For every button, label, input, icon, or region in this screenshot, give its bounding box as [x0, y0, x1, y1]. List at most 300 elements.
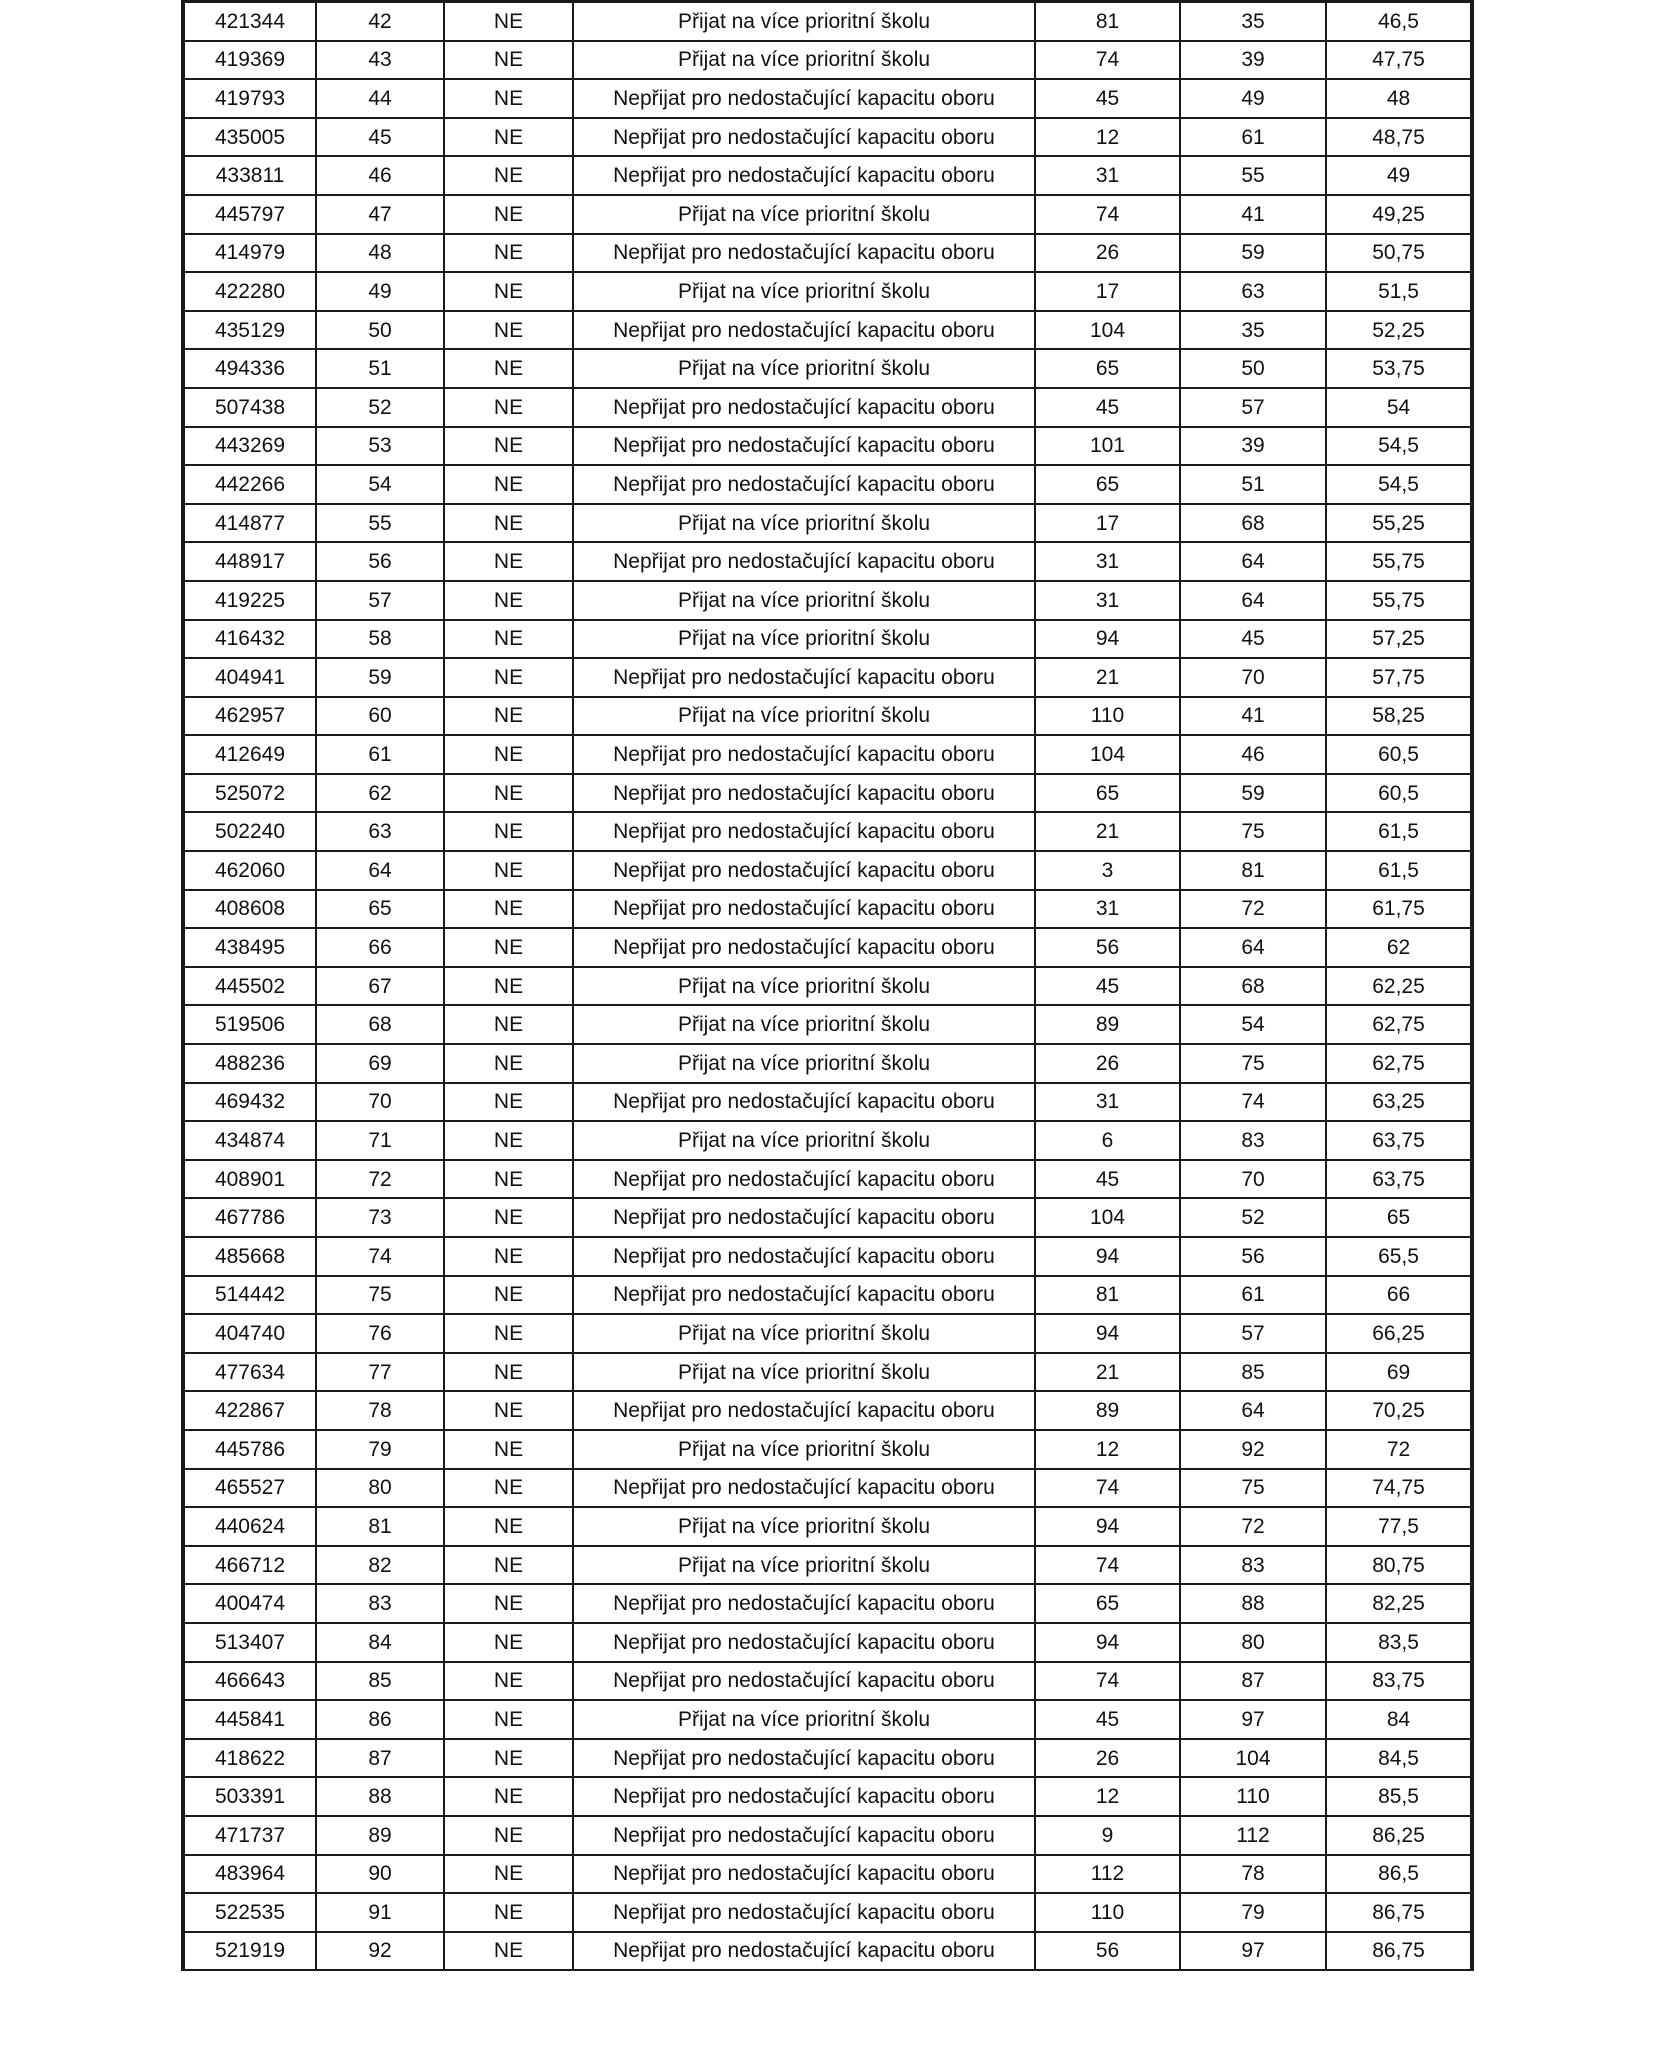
admitted-cell: NE — [444, 1623, 573, 1662]
school-points-cell: 26 — [1035, 1044, 1180, 1083]
applicant-code-cell: 404740 — [183, 1314, 316, 1353]
total-score-cell: 54 — [1326, 388, 1472, 427]
applicant-code-cell: 503391 — [183, 1777, 316, 1816]
results-table — [181, 0, 1474, 1971]
exam-points-cell: 97 — [1180, 1932, 1326, 1971]
admitted-cell: NE — [444, 658, 573, 697]
applicant-code-cell: 445786 — [183, 1430, 316, 1469]
school-points-cell: 94 — [1035, 620, 1180, 659]
school-points-cell: 26 — [1035, 1739, 1180, 1778]
admitted-cell: NE — [444, 851, 573, 890]
total-score-cell: 48 — [1326, 79, 1472, 118]
table-row — [183, 1507, 1472, 1546]
school-points-cell: 56 — [1035, 928, 1180, 967]
exam-points-cell: 39 — [1180, 41, 1326, 80]
total-score-cell: 60,5 — [1326, 735, 1472, 774]
applicant-code-cell: 522535 — [183, 1893, 316, 1932]
result-reason-cell: Přijat na více prioritní školu — [573, 195, 1035, 234]
order-cell: 89 — [316, 1816, 444, 1855]
order-cell: 55 — [316, 504, 444, 543]
exam-points-cell: 75 — [1180, 812, 1326, 851]
result-reason-cell: Přijat na více prioritní školu — [573, 1314, 1035, 1353]
school-points-cell: 65 — [1035, 774, 1180, 813]
total-score-cell: 62,75 — [1326, 1044, 1472, 1083]
school-points-cell: 12 — [1035, 118, 1180, 157]
admitted-cell: NE — [444, 1121, 573, 1160]
applicant-code-cell: 400474 — [183, 1584, 316, 1623]
table-row — [183, 658, 1472, 697]
result-reason-cell: Nepřijat pro nedostačující kapacitu oboru — [573, 890, 1035, 929]
result-reason-cell: Přijat na více prioritní školu — [573, 967, 1035, 1006]
exam-points-cell: 39 — [1180, 427, 1326, 466]
admitted-cell: NE — [444, 1430, 573, 1469]
table-row — [183, 1855, 1472, 1894]
table-row — [183, 812, 1472, 851]
result-reason-cell: Přijat na více prioritní školu — [573, 349, 1035, 388]
exam-points-cell: 64 — [1180, 581, 1326, 620]
school-points-cell: 45 — [1035, 1160, 1180, 1199]
applicant-code-cell: 404941 — [183, 658, 316, 697]
admitted-cell: NE — [444, 581, 573, 620]
admitted-cell: NE — [444, 156, 573, 195]
admitted-cell: NE — [444, 311, 573, 350]
table-row — [183, 928, 1472, 967]
table-row — [183, 774, 1472, 813]
table-row — [183, 1314, 1472, 1353]
table-row — [183, 620, 1472, 659]
exam-points-cell: 49 — [1180, 79, 1326, 118]
exam-points-cell: 83 — [1180, 1121, 1326, 1160]
order-cell: 68 — [316, 1005, 444, 1044]
applicant-code-cell: 435005 — [183, 118, 316, 157]
exam-points-cell: 88 — [1180, 1584, 1326, 1623]
admitted-cell: NE — [444, 697, 573, 736]
applicant-code-cell: 440624 — [183, 1507, 316, 1546]
table-row — [183, 504, 1472, 543]
exam-points-cell: 72 — [1180, 890, 1326, 929]
order-cell: 79 — [316, 1430, 444, 1469]
admitted-cell: NE — [444, 620, 573, 659]
total-score-cell: 61,5 — [1326, 812, 1472, 851]
exam-points-cell: 70 — [1180, 658, 1326, 697]
applicant-code-cell: 519506 — [183, 1005, 316, 1044]
table-row — [183, 1546, 1472, 1585]
order-cell: 92 — [316, 1932, 444, 1971]
admitted-cell: NE — [444, 2, 573, 41]
table-row — [183, 1700, 1472, 1739]
exam-points-cell: 83 — [1180, 1546, 1326, 1585]
result-reason-cell: Nepřijat pro nedostačující kapacitu oboru — [573, 1391, 1035, 1430]
school-points-cell: 45 — [1035, 967, 1180, 1006]
applicant-code-cell: 419793 — [183, 79, 316, 118]
result-reason-cell: Nepřijat pro nedostačující kapacitu oboru — [573, 79, 1035, 118]
order-cell: 61 — [316, 735, 444, 774]
admitted-cell: NE — [444, 542, 573, 581]
exam-points-cell: 50 — [1180, 349, 1326, 388]
admitted-cell: NE — [444, 1314, 573, 1353]
exam-points-cell: 56 — [1180, 1237, 1326, 1276]
exam-points-cell: 35 — [1180, 2, 1326, 41]
applicant-code-cell: 445841 — [183, 1700, 316, 1739]
result-reason-cell: Nepřijat pro nedostačující kapacitu oboru — [573, 542, 1035, 581]
total-score-cell: 62 — [1326, 928, 1472, 967]
table-row — [183, 967, 1472, 1006]
school-points-cell: 26 — [1035, 234, 1180, 273]
result-reason-cell: Nepřijat pro nedostačující kapacitu oboru — [573, 1237, 1035, 1276]
order-cell: 57 — [316, 581, 444, 620]
school-points-cell: 104 — [1035, 1198, 1180, 1237]
table-row — [183, 1198, 1472, 1237]
exam-points-cell: 68 — [1180, 504, 1326, 543]
table-row — [183, 1044, 1472, 1083]
applicant-code-cell: 418622 — [183, 1739, 316, 1778]
admitted-cell: NE — [444, 1932, 573, 1971]
result-reason-cell: Nepřijat pro nedostačující kapacitu oboru — [573, 1198, 1035, 1237]
table-row — [183, 272, 1472, 311]
admitted-cell: NE — [444, 41, 573, 80]
applicant-code-cell: 422280 — [183, 272, 316, 311]
admitted-cell: NE — [444, 504, 573, 543]
table-row — [183, 1430, 1472, 1469]
result-reason-cell: Nepřijat pro nedostačující kapacitu oboru — [573, 1855, 1035, 1894]
admitted-cell: NE — [444, 388, 573, 427]
table-row — [183, 156, 1472, 195]
school-points-cell: 65 — [1035, 1584, 1180, 1623]
school-points-cell: 17 — [1035, 504, 1180, 543]
order-cell: 54 — [316, 465, 444, 504]
applicant-code-cell: 465527 — [183, 1469, 316, 1508]
admitted-cell: NE — [444, 1700, 573, 1739]
result-reason-cell: Nepřijat pro nedostačující kapacitu oboru — [573, 465, 1035, 504]
table-row — [183, 1816, 1472, 1855]
exam-points-cell: 35 — [1180, 311, 1326, 350]
table-row — [183, 1893, 1472, 1932]
exam-points-cell: 61 — [1180, 1276, 1326, 1315]
result-reason-cell: Přijat na více prioritní školu — [573, 1005, 1035, 1044]
admitted-cell: NE — [444, 1662, 573, 1701]
total-score-cell: 86,75 — [1326, 1893, 1472, 1932]
applicant-code-cell: 466643 — [183, 1662, 316, 1701]
school-points-cell: 94 — [1035, 1623, 1180, 1662]
order-cell: 75 — [316, 1276, 444, 1315]
result-reason-cell: Nepřijat pro nedostačující kapacitu oboru — [573, 1662, 1035, 1701]
admitted-cell: NE — [444, 735, 573, 774]
admitted-cell: NE — [444, 1083, 573, 1122]
total-score-cell: 62,75 — [1326, 1005, 1472, 1044]
total-score-cell: 86,75 — [1326, 1932, 1472, 1971]
applicant-code-cell: 477634 — [183, 1353, 316, 1392]
result-reason-cell: Nepřijat pro nedostačující kapacitu oboru — [573, 1584, 1035, 1623]
applicant-code-cell: 485668 — [183, 1237, 316, 1276]
table-row — [183, 2, 1472, 41]
school-points-cell: 74 — [1035, 41, 1180, 80]
result-reason-cell: Přijat na více prioritní školu — [573, 1507, 1035, 1546]
table-row — [183, 41, 1472, 80]
school-points-cell: 110 — [1035, 697, 1180, 736]
exam-points-cell: 64 — [1180, 542, 1326, 581]
applicant-code-cell: 438495 — [183, 928, 316, 967]
result-reason-cell: Nepřijat pro nedostačující kapacitu oboru — [573, 1160, 1035, 1199]
applicant-code-cell: 513407 — [183, 1623, 316, 1662]
school-points-cell: 45 — [1035, 388, 1180, 427]
result-reason-cell: Nepřijat pro nedostačující kapacitu oboru — [573, 1739, 1035, 1778]
order-cell: 77 — [316, 1353, 444, 1392]
exam-points-cell: 64 — [1180, 1391, 1326, 1430]
table-row — [183, 1160, 1472, 1199]
total-score-cell: 53,75 — [1326, 349, 1472, 388]
result-reason-cell: Přijat na více prioritní školu — [573, 1044, 1035, 1083]
exam-points-cell: 68 — [1180, 967, 1326, 1006]
order-cell: 50 — [316, 311, 444, 350]
order-cell: 60 — [316, 697, 444, 736]
total-score-cell: 57,25 — [1326, 620, 1472, 659]
school-points-cell: 45 — [1035, 79, 1180, 118]
result-reason-cell: Nepřijat pro nedostačující kapacitu oboru — [573, 1083, 1035, 1122]
total-score-cell: 83,5 — [1326, 1623, 1472, 1662]
result-reason-cell: Nepřijat pro nedostačující kapacitu oboru — [573, 1276, 1035, 1315]
result-reason-cell: Přijat na více prioritní školu — [573, 1430, 1035, 1469]
total-score-cell: 84,5 — [1326, 1739, 1472, 1778]
school-points-cell: 104 — [1035, 311, 1180, 350]
result-reason-cell: Nepřijat pro nedostačující kapacitu oboru — [573, 735, 1035, 774]
table-row — [183, 1237, 1472, 1276]
admitted-cell: NE — [444, 234, 573, 273]
applicant-code-cell: 469432 — [183, 1083, 316, 1122]
applicant-code-cell: 445797 — [183, 195, 316, 234]
applicant-code-cell: 494336 — [183, 349, 316, 388]
admitted-cell: NE — [444, 1276, 573, 1315]
applicant-code-cell: 419369 — [183, 41, 316, 80]
applicant-code-cell: 414877 — [183, 504, 316, 543]
total-score-cell: 86,5 — [1326, 1855, 1472, 1894]
result-reason-cell: Nepřijat pro nedostačující kapacitu oboru — [573, 156, 1035, 195]
order-cell: 76 — [316, 1314, 444, 1353]
total-score-cell: 86,25 — [1326, 1816, 1472, 1855]
applicant-code-cell: 514442 — [183, 1276, 316, 1315]
exam-points-cell: 74 — [1180, 1083, 1326, 1122]
order-cell: 67 — [316, 967, 444, 1006]
table-row — [183, 1739, 1472, 1778]
total-score-cell: 70,25 — [1326, 1391, 1472, 1430]
total-score-cell: 57,75 — [1326, 658, 1472, 697]
table-row — [183, 388, 1472, 427]
admitted-cell: NE — [444, 1005, 573, 1044]
school-points-cell: 94 — [1035, 1314, 1180, 1353]
order-cell: 53 — [316, 427, 444, 466]
total-score-cell: 63,75 — [1326, 1160, 1472, 1199]
result-reason-cell: Nepřijat pro nedostačující kapacitu oboru — [573, 311, 1035, 350]
school-points-cell: 94 — [1035, 1507, 1180, 1546]
admitted-cell: NE — [444, 79, 573, 118]
applicant-code-cell: 483964 — [183, 1855, 316, 1894]
order-cell: 78 — [316, 1391, 444, 1430]
table-row — [183, 1083, 1472, 1122]
table-row — [183, 349, 1472, 388]
total-score-cell: 60,5 — [1326, 774, 1472, 813]
school-points-cell: 89 — [1035, 1391, 1180, 1430]
exam-points-cell: 97 — [1180, 1700, 1326, 1739]
result-reason-cell: Nepřijat pro nedostačující kapacitu oboru — [573, 118, 1035, 157]
admitted-cell: NE — [444, 812, 573, 851]
applicant-code-cell: 462060 — [183, 851, 316, 890]
applicant-code-cell: 412649 — [183, 735, 316, 774]
school-points-cell: 31 — [1035, 542, 1180, 581]
order-cell: 63 — [316, 812, 444, 851]
order-cell: 71 — [316, 1121, 444, 1160]
result-reason-cell: Přijat na více prioritní školu — [573, 581, 1035, 620]
result-reason-cell: Přijat na více prioritní školu — [573, 697, 1035, 736]
admitted-cell: NE — [444, 1739, 573, 1778]
admitted-cell: NE — [444, 928, 573, 967]
exam-points-cell: 57 — [1180, 1314, 1326, 1353]
applicant-code-cell: 488236 — [183, 1044, 316, 1083]
order-cell: 58 — [316, 620, 444, 659]
result-reason-cell: Nepřijat pro nedostačující kapacitu oboru — [573, 928, 1035, 967]
admitted-cell: NE — [444, 1160, 573, 1199]
school-points-cell: 101 — [1035, 427, 1180, 466]
applicant-code-cell: 521919 — [183, 1932, 316, 1971]
admitted-cell: NE — [444, 1777, 573, 1816]
order-cell: 62 — [316, 774, 444, 813]
total-score-cell: 63,75 — [1326, 1121, 1472, 1160]
order-cell: 49 — [316, 272, 444, 311]
table-row — [183, 581, 1472, 620]
admitted-cell: NE — [444, 465, 573, 504]
result-reason-cell: Nepřijat pro nedostačující kapacitu oboru — [573, 1932, 1035, 1971]
admitted-cell: NE — [444, 890, 573, 929]
result-reason-cell: Nepřijat pro nedostačující kapacitu oboru — [573, 1893, 1035, 1932]
order-cell: 45 — [316, 118, 444, 157]
exam-points-cell: 75 — [1180, 1044, 1326, 1083]
total-score-cell: 61,5 — [1326, 851, 1472, 890]
exam-points-cell: 75 — [1180, 1469, 1326, 1508]
table-row — [183, 1777, 1472, 1816]
result-reason-cell: Nepřijat pro nedostačující kapacitu oboru — [573, 1777, 1035, 1816]
total-score-cell: 54,5 — [1326, 427, 1472, 466]
table-row — [183, 1391, 1472, 1430]
exam-points-cell: 70 — [1180, 1160, 1326, 1199]
order-cell: 86 — [316, 1700, 444, 1739]
order-cell: 82 — [316, 1546, 444, 1585]
result-reason-cell: Přijat na více prioritní školu — [573, 1353, 1035, 1392]
school-points-cell: 74 — [1035, 1469, 1180, 1508]
admitted-cell: NE — [444, 1816, 573, 1855]
exam-points-cell: 104 — [1180, 1739, 1326, 1778]
applicant-code-cell: 419225 — [183, 581, 316, 620]
total-score-cell: 49 — [1326, 156, 1472, 195]
admitted-cell: NE — [444, 1237, 573, 1276]
exam-points-cell: 45 — [1180, 620, 1326, 659]
applicant-code-cell: 466712 — [183, 1546, 316, 1585]
exam-points-cell: 54 — [1180, 1005, 1326, 1044]
school-points-cell: 104 — [1035, 735, 1180, 774]
total-score-cell: 77,5 — [1326, 1507, 1472, 1546]
applicant-code-cell: 507438 — [183, 388, 316, 427]
table-row — [183, 1932, 1472, 1971]
total-score-cell: 72 — [1326, 1430, 1472, 1469]
admitted-cell: NE — [444, 195, 573, 234]
total-score-cell: 63,25 — [1326, 1083, 1472, 1122]
school-points-cell: 45 — [1035, 1700, 1180, 1739]
table-row — [183, 890, 1472, 929]
table-row — [183, 542, 1472, 581]
applicant-code-cell: 421344 — [183, 2, 316, 41]
exam-points-cell: 80 — [1180, 1623, 1326, 1662]
total-score-cell: 55,75 — [1326, 581, 1472, 620]
result-reason-cell: Nepřijat pro nedostačující kapacitu oboru — [573, 1469, 1035, 1508]
school-points-cell: 12 — [1035, 1430, 1180, 1469]
table-row — [183, 851, 1472, 890]
order-cell: 91 — [316, 1893, 444, 1932]
table-row — [183, 735, 1472, 774]
school-points-cell: 56 — [1035, 1932, 1180, 1971]
exam-points-cell: 63 — [1180, 272, 1326, 311]
total-score-cell: 61,75 — [1326, 890, 1472, 929]
total-score-cell: 50,75 — [1326, 234, 1472, 273]
admitted-cell: NE — [444, 967, 573, 1006]
order-cell: 87 — [316, 1739, 444, 1778]
total-score-cell: 80,75 — [1326, 1546, 1472, 1585]
table-body — [183, 2, 1472, 1971]
order-cell: 48 — [316, 234, 444, 273]
total-score-cell: 55,25 — [1326, 504, 1472, 543]
result-reason-cell: Přijat na více prioritní školu — [573, 504, 1035, 543]
exam-points-cell: 85 — [1180, 1353, 1326, 1392]
table-row — [183, 465, 1472, 504]
result-reason-cell: Přijat na více prioritní školu — [573, 1546, 1035, 1585]
exam-points-cell: 81 — [1180, 851, 1326, 890]
result-reason-cell: Nepřijat pro nedostačující kapacitu oboru — [573, 774, 1035, 813]
total-score-cell: 74,75 — [1326, 1469, 1472, 1508]
total-score-cell: 83,75 — [1326, 1662, 1472, 1701]
school-points-cell: 6 — [1035, 1121, 1180, 1160]
result-reason-cell: Přijat na více prioritní školu — [573, 1700, 1035, 1739]
order-cell: 88 — [316, 1777, 444, 1816]
school-points-cell: 9 — [1035, 1816, 1180, 1855]
school-points-cell: 31 — [1035, 1083, 1180, 1122]
school-points-cell: 110 — [1035, 1893, 1180, 1932]
school-points-cell: 94 — [1035, 1237, 1180, 1276]
result-reason-cell: Přijat na více prioritní školu — [573, 272, 1035, 311]
order-cell: 43 — [316, 41, 444, 80]
table-row — [183, 1276, 1472, 1315]
exam-points-cell: 57 — [1180, 388, 1326, 427]
table-row — [183, 79, 1472, 118]
total-score-cell: 62,25 — [1326, 967, 1472, 1006]
exam-points-cell: 51 — [1180, 465, 1326, 504]
admitted-cell: NE — [444, 1855, 573, 1894]
total-score-cell: 66 — [1326, 1276, 1472, 1315]
exam-points-cell: 79 — [1180, 1893, 1326, 1932]
total-score-cell: 82,25 — [1326, 1584, 1472, 1623]
total-score-cell: 58,25 — [1326, 697, 1472, 736]
school-points-cell: 65 — [1035, 349, 1180, 388]
school-points-cell: 112 — [1035, 1855, 1180, 1894]
exam-points-cell: 41 — [1180, 697, 1326, 736]
exam-points-cell: 61 — [1180, 118, 1326, 157]
order-cell: 69 — [316, 1044, 444, 1083]
admitted-cell: NE — [444, 1044, 573, 1083]
admitted-cell: NE — [444, 1198, 573, 1237]
admitted-cell: NE — [444, 1353, 573, 1392]
order-cell: 59 — [316, 658, 444, 697]
total-score-cell: 49,25 — [1326, 195, 1472, 234]
school-points-cell: 12 — [1035, 1777, 1180, 1816]
exam-points-cell: 59 — [1180, 234, 1326, 273]
admitted-cell: NE — [444, 1391, 573, 1430]
applicant-code-cell: 502240 — [183, 812, 316, 851]
order-cell: 80 — [316, 1469, 444, 1508]
